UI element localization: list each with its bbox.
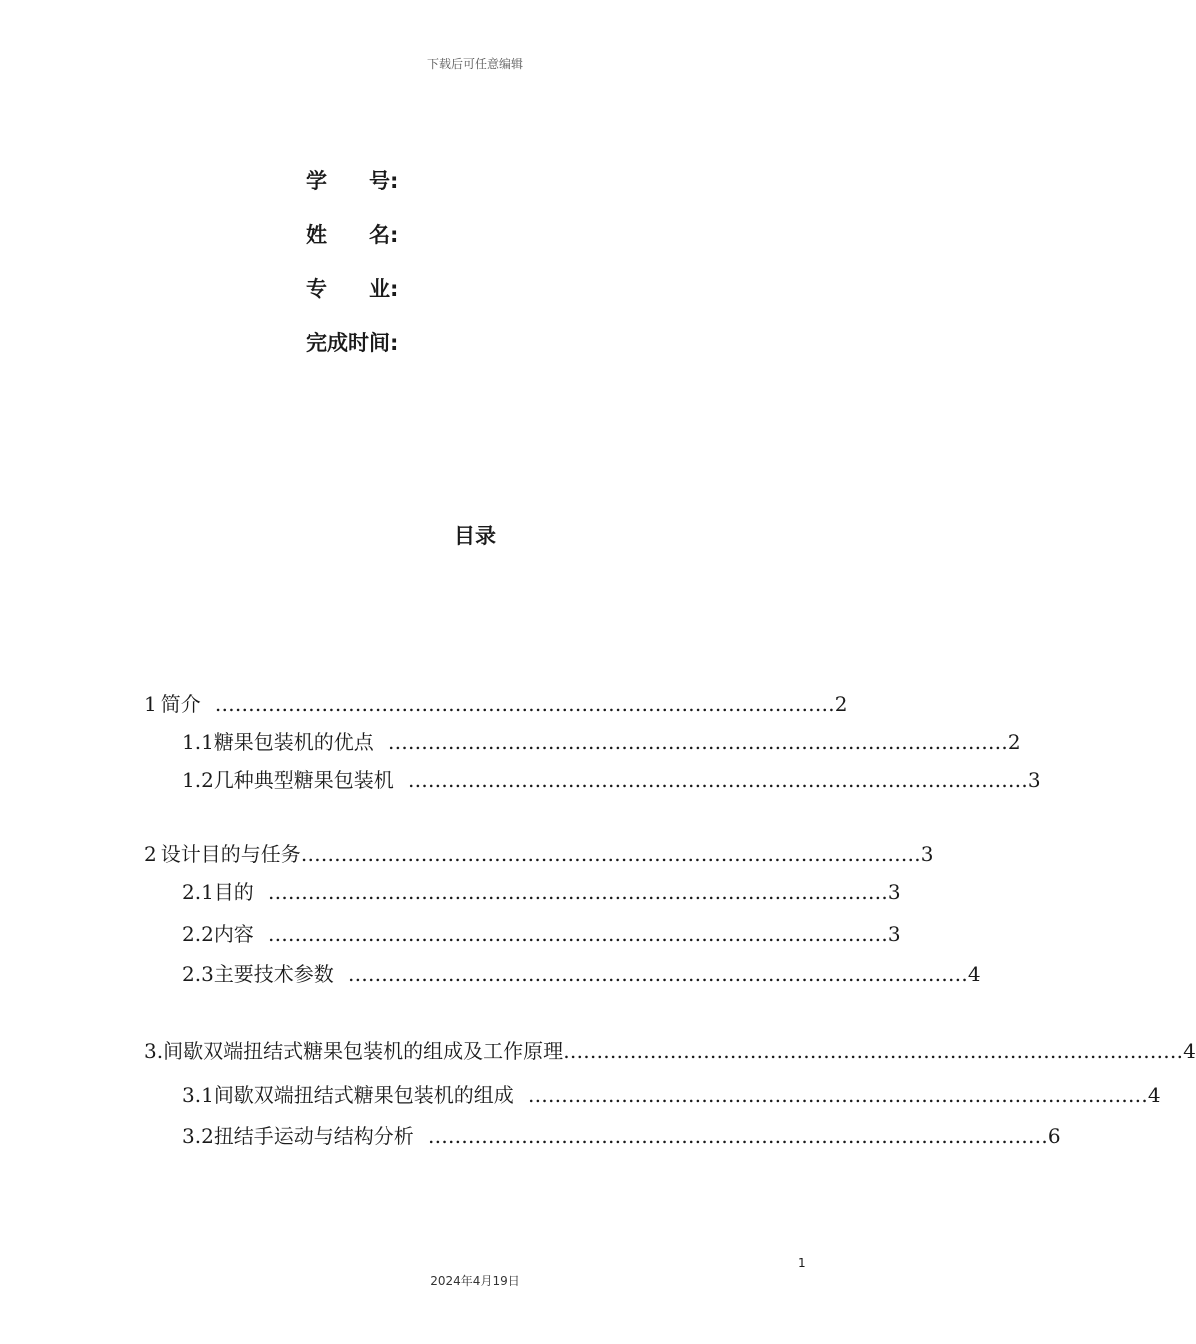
toc-entry-page: 4 xyxy=(967,962,981,986)
toc-entry-number: 1.2 xyxy=(182,768,214,792)
toc-entry-page: 3 xyxy=(887,922,901,946)
major-label: 专 业: xyxy=(306,277,399,301)
footer-date: 2024年4月19日 xyxy=(430,1274,520,1288)
toc-entry-number: 3.1 xyxy=(182,1083,214,1107)
toc-entry-number: 2.3 xyxy=(182,962,214,986)
toc-entry-1-1[interactable] xyxy=(182,728,1021,756)
toc-entry-title: 内容 xyxy=(213,922,254,946)
toc-entry-title: 简介 xyxy=(160,692,201,716)
toc-leader-dots: ………………………………………………………………………………… xyxy=(387,730,1008,754)
toc-title: 目录 xyxy=(454,524,496,548)
toc-entry-page: 3 xyxy=(920,842,934,866)
toc-entry-2-3[interactable] xyxy=(182,960,981,988)
toc-entry-title: 设计目的与任务 xyxy=(160,842,301,866)
toc-entry-2-1[interactable] xyxy=(182,878,901,906)
cover-field-completion-time xyxy=(306,328,398,358)
toc-entry-1[interactable] xyxy=(144,690,848,718)
toc-entry-number: 2.2 xyxy=(182,922,214,946)
toc-leader-dots: ………………………………………………………………………………… xyxy=(407,768,1028,792)
toc-leader-dots: ………………………………………………………………………………… xyxy=(563,1039,1184,1063)
toc-leader-dots: ………………………………………………………………………………… xyxy=(267,922,888,946)
toc-leader-dots: ………………………………………………………………………………… xyxy=(267,880,888,904)
toc-entry-number: 3.2 xyxy=(182,1124,214,1148)
toc-entry-3-2[interactable] xyxy=(182,1122,1061,1150)
toc-entry-page: 2 xyxy=(1007,730,1021,754)
header-note: 下载后可任意编辑 xyxy=(426,57,523,71)
toc-entry-title: 扭结手运动与结构分析 xyxy=(213,1124,414,1148)
cover-field-student-id xyxy=(306,166,398,196)
toc-entry-title: 主要技术参数 xyxy=(213,962,334,986)
page-number: 1 xyxy=(798,1256,806,1270)
toc-entry-page: 4 xyxy=(1183,1039,1196,1063)
student-id-label: 学 号: xyxy=(306,169,399,193)
name-label: 姓 名: xyxy=(306,223,399,247)
cover-field-major xyxy=(306,274,398,304)
toc-entry-page: 6 xyxy=(1047,1124,1061,1148)
toc-entry-title: 目的 xyxy=(213,880,254,904)
cover-field-name xyxy=(306,220,398,250)
toc-entry-3[interactable] xyxy=(144,1037,1196,1065)
toc-entry-2[interactable] xyxy=(144,840,934,868)
toc-leader-dots: ………………………………………………………………………………… xyxy=(214,692,835,716)
toc-entry-number: 2.1 xyxy=(182,880,214,904)
toc-entry-page: 3 xyxy=(887,880,901,904)
toc-entry-number: 3. xyxy=(144,1039,164,1063)
toc-entry-3-1[interactable] xyxy=(182,1081,1161,1109)
toc-entry-page: 3 xyxy=(1027,768,1041,792)
toc-entry-title: 间歇双端扭结式糖果包装机的组成及工作原理 xyxy=(163,1039,564,1063)
toc-leader-dots: ………………………………………………………………………………… xyxy=(347,962,968,986)
toc-leader-dots: ………………………………………………………………………………… xyxy=(300,842,921,866)
toc-leader-dots: ………………………………………………………………………………… xyxy=(427,1124,1048,1148)
toc-entry-page: 4 xyxy=(1147,1083,1161,1107)
toc-leader-dots: ………………………………………………………………………………… xyxy=(527,1083,1148,1107)
toc-entry-title: 间歇双端扭结式糖果包装机的组成 xyxy=(213,1083,514,1107)
toc-entry-number: 2 xyxy=(144,842,157,866)
toc-entry-2-2[interactable] xyxy=(182,920,901,948)
toc-entry-number: 1.1 xyxy=(182,730,214,754)
toc-entry-1-2[interactable] xyxy=(182,766,1041,794)
toc-entry-page: 2 xyxy=(834,692,848,716)
completion-time-label: 完成时间: xyxy=(306,331,399,355)
toc-entry-title: 糖果包装机的优点 xyxy=(213,730,374,754)
toc-entry-title: 几种典型糖果包装机 xyxy=(213,768,394,792)
toc-entry-number: 1 xyxy=(144,692,157,716)
